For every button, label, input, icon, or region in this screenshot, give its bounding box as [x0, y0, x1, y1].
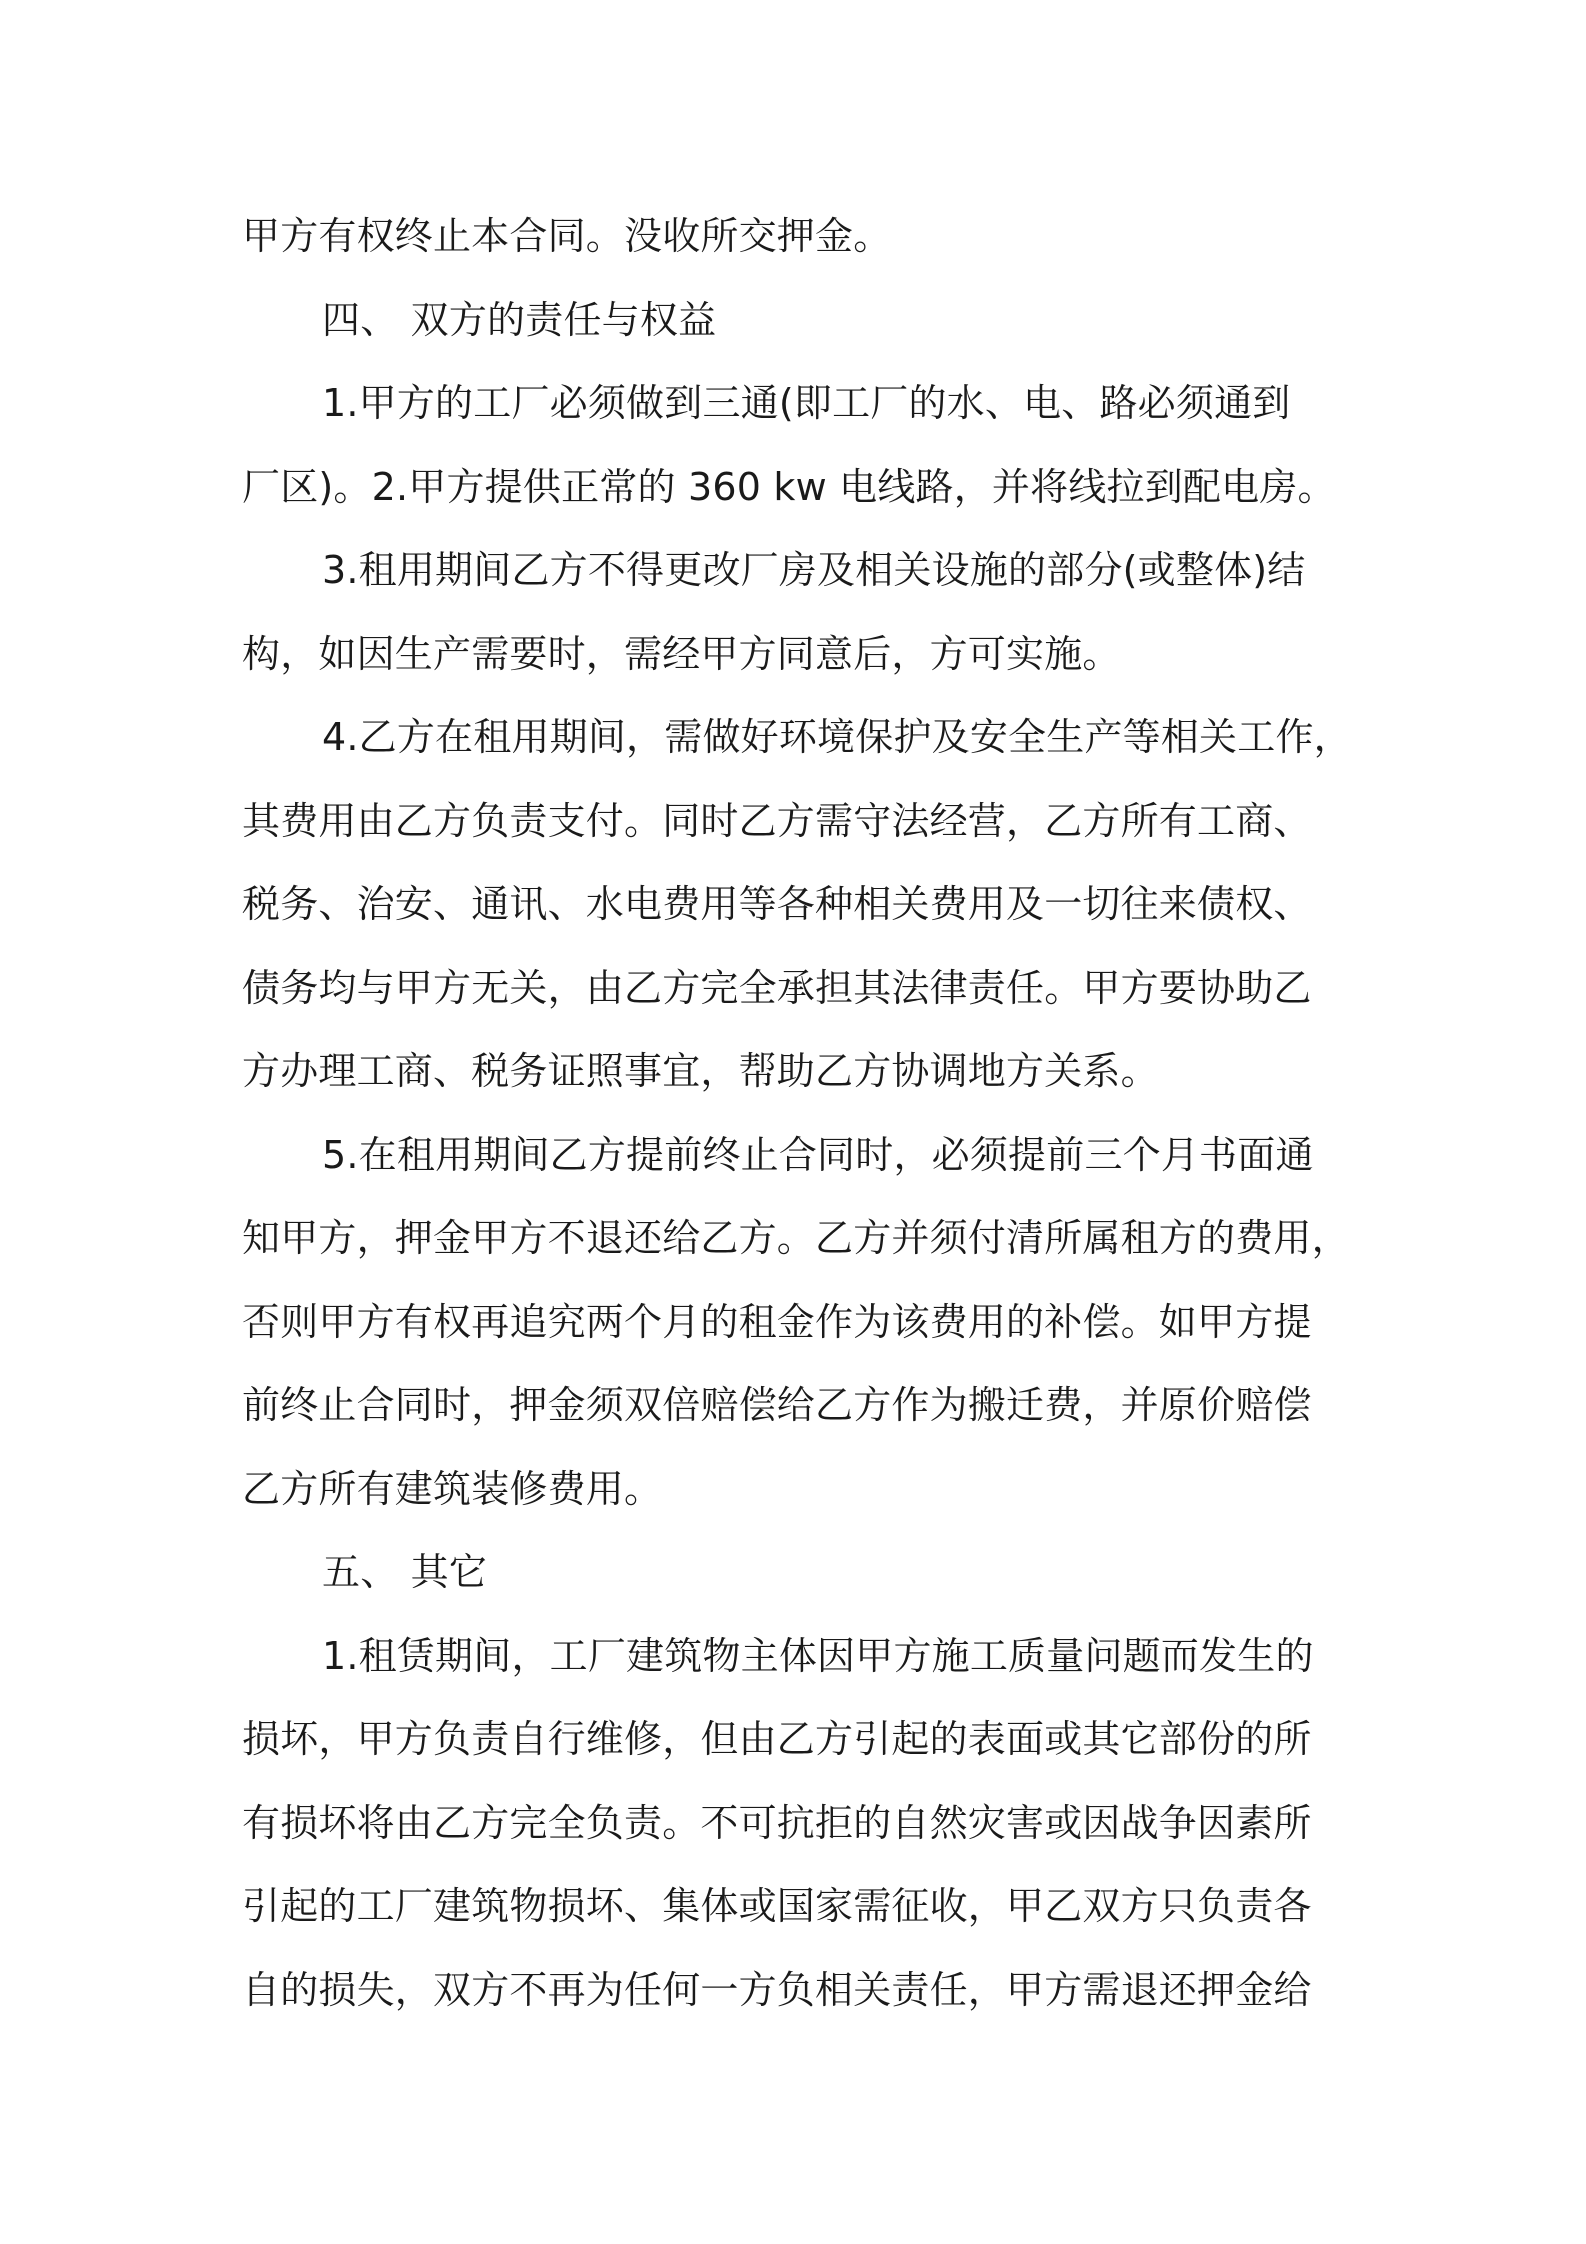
- text-line: 构，如因生产需要时，需经甲方同意后，方可实施。: [242, 631, 1121, 676]
- section-heading: 四、 双方的责任与权益: [322, 297, 717, 342]
- text-line: 引起的工厂建筑物损坏、集体或国家需征收，甲乙双方只负责各: [242, 1884, 1312, 1928]
- text-line: 1.租赁期间，工厂建筑物主体因甲方施工质量问题而发生的: [322, 1633, 1314, 1678]
- text-line: 1.甲方的工厂必须做到三通(即工厂的水、电、路必须通到: [322, 381, 1291, 425]
- text-line: 否则甲方有权再追究两个月的租金作为该费用的补偿。如甲方提: [242, 1299, 1312, 1344]
- text-line: 乙方所有建筑装修费用。: [242, 1466, 663, 1511]
- text-line: 前终止合同时，押金须双倍赔偿给乙方作为搬迁费，并原价赔偿: [242, 1383, 1312, 1427]
- text-line: 方办理工商、税务证照事宜，帮助乙方协调地方关系。: [242, 1049, 1159, 1093]
- text-line: 债务均与甲方无关，由乙方完全承担其法律责任。甲方要协助乙: [242, 965, 1312, 1010]
- text-line: 自的损失，双方不再为任何一方负相关责任，甲方需退还押金给: [242, 1967, 1312, 2012]
- text-line: 有损坏将由乙方完全负责。不可抗拒的自然灾害或因战争因素所: [242, 1800, 1312, 1845]
- text-line: 3.租用期间乙方不得更改厂房及相关设施的部分(或整体)结: [322, 548, 1306, 592]
- text-line: 损坏，甲方负责自行维修，但由乙方引起的表面或其它部份的所: [242, 1717, 1312, 1761]
- text-line: 4.乙方在租用期间，需做好环境保护及安全生产等相关工作，: [322, 715, 1352, 759]
- text-line: 税务、治安、通讯、水电费用等各种相关费用及一切往来债权、: [242, 882, 1312, 926]
- text-line: 其费用由乙方负责支付。同时乙方需守法经营，乙方所有工商、: [242, 798, 1312, 843]
- text-line: 甲方有权终止本合同。没收所交押金。: [242, 214, 892, 258]
- text-line: 厂区)。2.甲方提供正常的 360 kw 电线路，并将线拉到配电房。: [242, 464, 1336, 509]
- section-heading: 五、 其它: [322, 1550, 488, 1594]
- text-line: 5.在租用期间乙方提前终止合同时，必须提前三个月书面通: [322, 1132, 1314, 1177]
- text-line: 知甲方，押金甲方不退还给乙方。乙方并须付清所属租方的费用，: [242, 1216, 1350, 1260]
- document-page: [242, 195, 1352, 2032]
